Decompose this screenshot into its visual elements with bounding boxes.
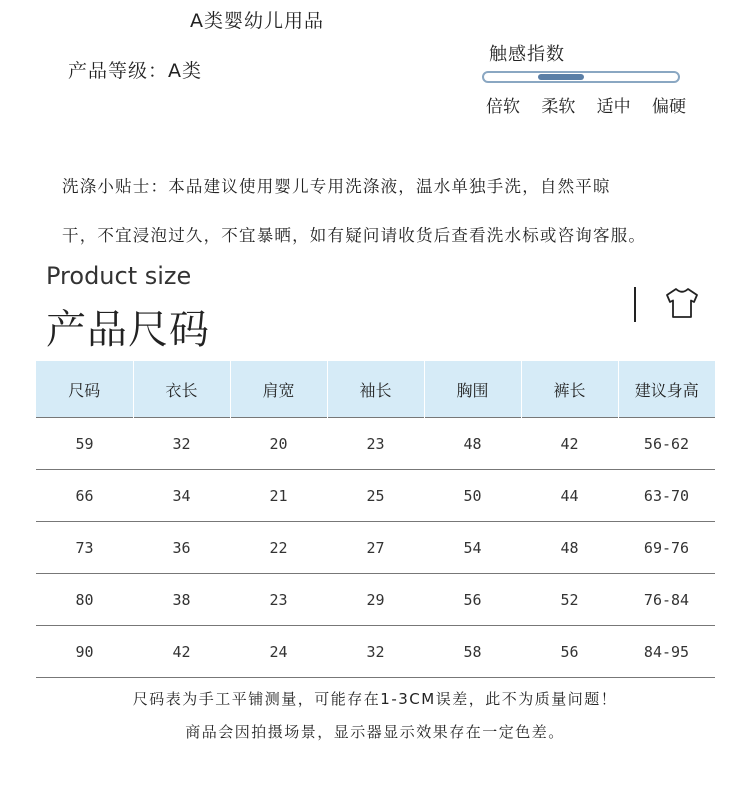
table-cell: 34: [133, 470, 230, 522]
table-cell: 42: [133, 626, 230, 678]
table-cell: 52: [521, 574, 618, 626]
table-cell: 90: [36, 626, 133, 678]
table-cell: 36: [133, 522, 230, 574]
table-cell: 48: [521, 522, 618, 574]
table-row: [36, 626, 715, 678]
table-row: [36, 574, 715, 626]
table-cell: 54: [424, 522, 521, 574]
header-chest: 胸围: [424, 361, 521, 418]
header-height: 建议身高: [618, 361, 715, 418]
table-cell: 24: [230, 626, 327, 678]
table-cell: 63-70: [618, 470, 715, 522]
size-table-header: [36, 361, 715, 418]
table-cell: 66: [36, 470, 133, 522]
softness-title: 触感指数: [489, 44, 565, 65]
table-cell: 44: [521, 470, 618, 522]
softness-label-2: 柔软: [541, 97, 576, 117]
table-cell: 84-95: [618, 626, 715, 678]
table-cell: 20: [230, 418, 327, 470]
table-cell: 59: [36, 418, 133, 470]
table-row: [36, 418, 715, 470]
care-tips-line-1: 洗涤小贴士：本品建议使用婴儿专用洗涤液，温水单独手洗，自然平晾: [62, 177, 611, 196]
tshirt-icon: [664, 286, 700, 320]
measurement-note: 尺码表为手工平铺测量，可能存在1-3CM误差，此不为质量问题！: [132, 690, 618, 708]
table-cell: 32: [327, 626, 424, 678]
table-cell: 42: [521, 418, 618, 470]
care-tips-line-2: 干，不宜浸泡过久，不宜暴晒，如有疑问请收货后查看洗水标或咨询客服。: [62, 226, 647, 245]
table-row: [36, 522, 715, 574]
table-cell: 73: [36, 522, 133, 574]
header-length: 衣长: [133, 361, 230, 418]
table-cell: 32: [133, 418, 230, 470]
section-title-cn: 产品尺码: [46, 307, 210, 353]
table-cell: 25: [327, 470, 424, 522]
table-cell: 48: [424, 418, 521, 470]
table-cell: 56: [424, 574, 521, 626]
title-divider: [634, 287, 636, 322]
section-title-en: Product size: [46, 262, 192, 290]
color-note: 商品会因拍摄场景，显示器显示效果存在一定色差。: [185, 723, 565, 741]
header-size: 尺码: [36, 361, 133, 418]
table-cell: 56-62: [618, 418, 715, 470]
softness-label-1: 倍软: [486, 97, 520, 117]
header-pants-length: 裤长: [521, 361, 618, 418]
softness-label-3: 适中: [596, 97, 631, 117]
table-cell: 29: [327, 574, 424, 626]
header-sleeve: 袖长: [327, 361, 424, 418]
table-row: [36, 470, 715, 522]
table-cell: 38: [133, 574, 230, 626]
table-cell: 21: [230, 470, 327, 522]
size-table: [36, 361, 715, 678]
table-cell: 69-76: [618, 522, 715, 574]
table-cell: 27: [327, 522, 424, 574]
header-shoulder: 肩宽: [230, 361, 327, 418]
table-cell: 56: [521, 626, 618, 678]
table-cell: 80: [36, 574, 133, 626]
table-cell: 23: [327, 418, 424, 470]
product-category-line: A类婴幼儿用品: [190, 10, 324, 32]
table-cell: 23: [230, 574, 327, 626]
table-cell: 58: [424, 626, 521, 678]
softness-scale-labels: [486, 92, 686, 117]
table-cell: 76-84: [618, 574, 715, 626]
product-grade: 产品等级：A类: [68, 60, 202, 82]
table-cell: 22: [230, 522, 327, 574]
softness-label-4: 偏硬: [651, 97, 686, 117]
softness-scale-marker: [538, 74, 584, 80]
table-cell: 50: [424, 470, 521, 522]
